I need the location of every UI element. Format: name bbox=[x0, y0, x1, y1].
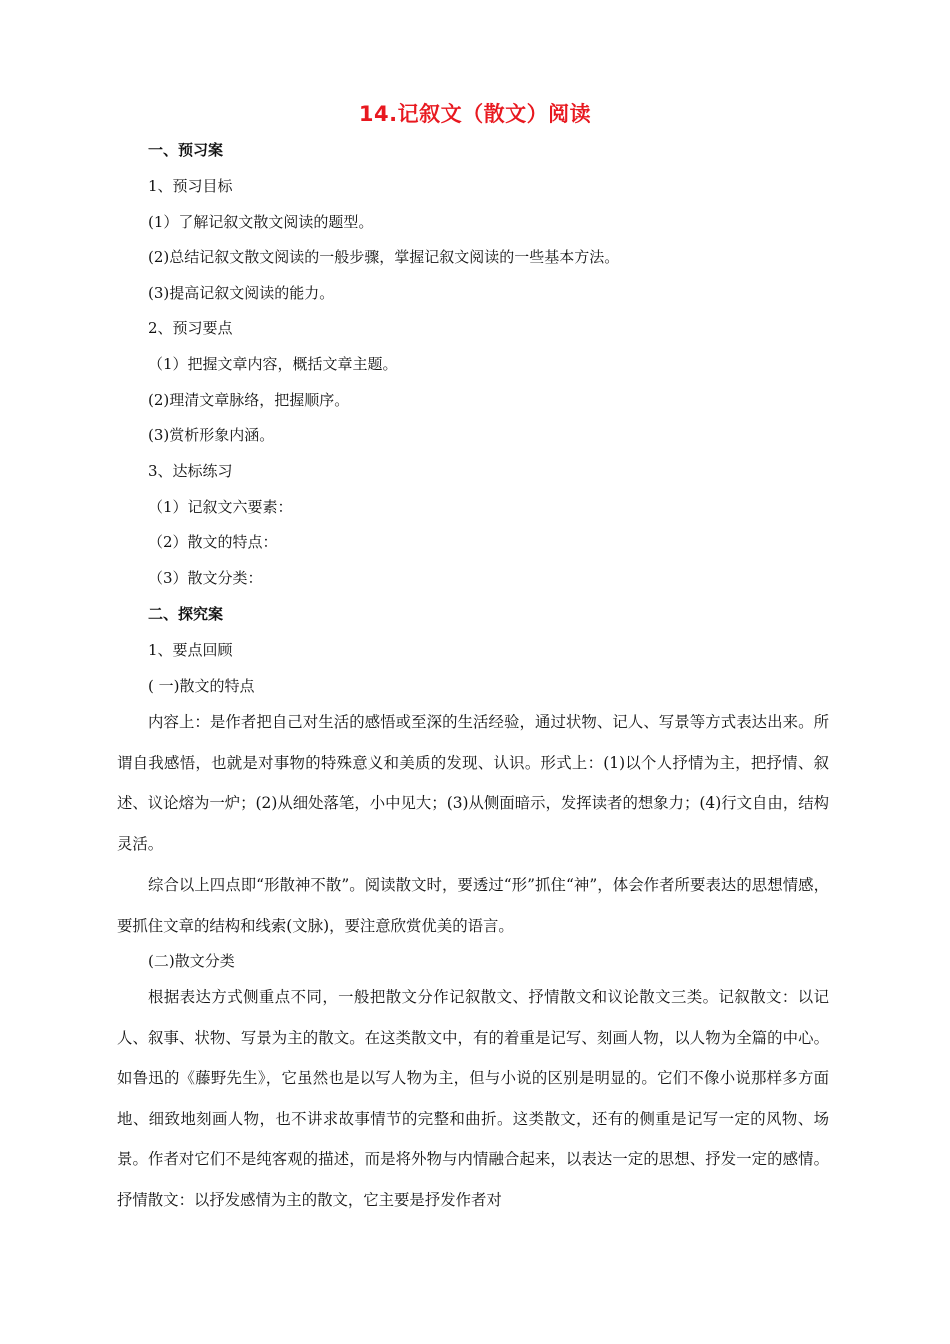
section-heading-preview: 一、预习案 bbox=[148, 141, 224, 159]
point-item: (2)理清文章脉络，把握顺序。 bbox=[148, 391, 350, 409]
goal-item: (3)提高记叙文阅读的能力。 bbox=[148, 284, 335, 302]
practice-item: （1）记叙文六要素： bbox=[148, 498, 293, 516]
paragraph-features: 内容上：是作者把自己对生活的感悟或至深的生活经验，通过状物、记人、写景等方式表达出来。所谓自我感悟，也就是对事物的特殊意义和美质的发现、认识。形式上：(1)以个人抒情为主，把抒情、叙述、议论熔为一炉；(2)从细处落笔，小中见大；(3)从侧面暗示，发挥读者的想象力；(4)行文自由，结构灵活。 bbox=[117, 713, 829, 853]
point-item: (3)赏析形象内涵。 bbox=[148, 426, 275, 444]
practice-item: （3）散文分类： bbox=[148, 569, 263, 587]
document-title: 14.记叙文（散文）阅读 bbox=[358, 102, 592, 126]
paragraph-classification: 根据表达方式侧重点不同，一般把散文分作记叙散文、抒情散文和议论散文三类。记叙散文：以记人、叙事、状物、写景为主的散文。在这类散文中，有的着重是记写、刻画人物，以人物为全篇的中心。如鲁迅的《藤野先生》，它虽然也是以写人物为主，但与小说的区别是明显的。它们不像小说那样多方面地、细致地刻画人物，也不讲求故事情节的完整和曲折。这类散文，还有的侧重是记写一定的风物、场景。作者对它们不是纯客观的描述，而是将外物与内情融合起来，以表达一定的思想、抒发一定的感情。抒情散文：以抒发感情为主的散文，它主要是抒发作者对 bbox=[117, 988, 829, 1209]
subsection-heading: ( 一)散文的特点 bbox=[148, 677, 255, 695]
point-item: （1）把握文章内容，概括文章主题。 bbox=[148, 355, 398, 373]
review-heading: 1、要点回顾 bbox=[148, 641, 233, 659]
practice-item: （2）散文的特点： bbox=[148, 533, 278, 551]
practice-heading: 3、达标练习 bbox=[148, 462, 233, 480]
subsection-heading: (二)散文分类 bbox=[148, 952, 235, 970]
goals-heading: 1、预习目标 bbox=[148, 177, 233, 195]
paragraph-summary: 综合以上四点即“形散神不散”。阅读散文时，要透过“形”抓住“神”，体会作者所要表达的思想情感，要抓住文章的结构和线索(文脉)，要注意欣赏优美的语言。 bbox=[117, 876, 829, 935]
points-heading: 2、预习要点 bbox=[148, 319, 233, 337]
section-heading-explore: 二、探究案 bbox=[148, 605, 224, 623]
goal-item: (2)总结记叙文散文阅读的一般步骤，掌握记叙文阅读的一些基本方法。 bbox=[148, 248, 620, 266]
goal-item: (1）了解记叙文散文阅读的题型。 bbox=[148, 213, 374, 231]
